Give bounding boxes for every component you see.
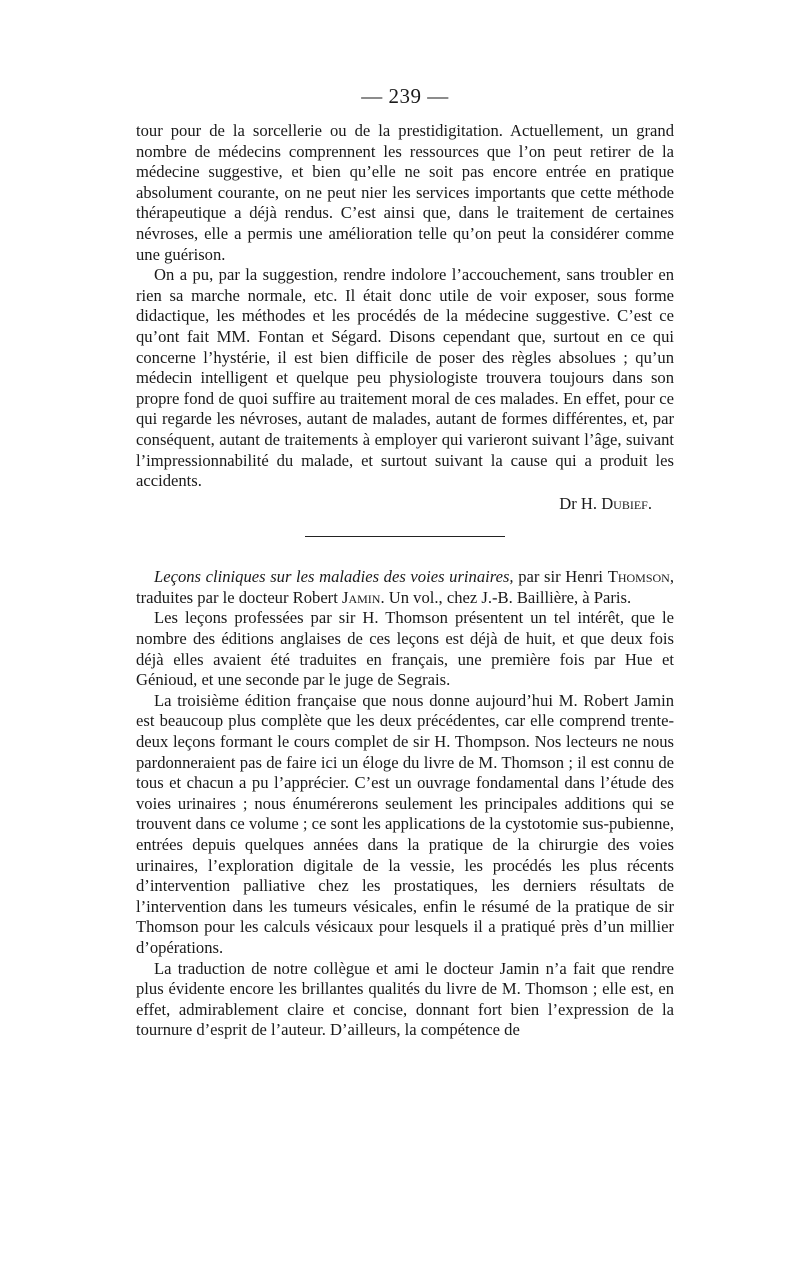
author-signature [136,494,652,515]
translated-by-text: traduites par le docteur Robert [136,587,338,607]
publication-info: Un vol., chez J.-B. Baillière, à Paris. [388,587,632,607]
paragraph: La traduction de notre collègue et ami le docteur Jamin n’a fait que rendre plus évidente encore les brillantes qualités du livre de M. Thomson ; elle est, en effet, admirablement claire et concise, donnant fort bien l’expression de la tournure d’esprit de l’auteur. D’ailleurs, la compétence de [136,958,674,1040]
article-suggestion-review [136,121,674,514]
article-thomson-review [136,567,674,1041]
book-author: Thomson, [607,567,674,587]
book-translator: Jamin. [341,587,385,607]
signature-name: Dubief. [601,493,652,513]
review-heading [136,567,674,608]
paragraph: On a pu, par la suggestion, rendre indolore l’accouchement, sans troubler en rien sa marche normale, etc. Il était donc utile de voir exposer, sous forme didactique, les méthodes et les procédés de la médecine suggestive. C’est ce qu’ont fait MM. Fontan et Ségard. Disons cependant que, surtout en ce qui concerne l’hystérie, il est bien difficile de poser des règles absolues ; qu’un médecin intelligent et quelque peu physiologiste trouvera toujours dans son propre fond de quoi suffire au traitement moral de ces malades. En effet, pour ce qui regarde les névroses, autant de malades, autant de formes différentes, et, par conséquent, autant de traitements à employer qui varieront suivant l’âge, suivant l’impressionnabilité du malade, et surtout suivant la cause qui a produit les accidents. [136,265,674,491]
book-title: Leçons cliniques sur les maladies des voies urinaires, [154,567,514,587]
page [136,84,674,1041]
signature-prefix: Dr H. [559,493,598,513]
by-text: par sir Henri [518,567,604,587]
page-number: — 239 — [361,84,449,108]
paragraph: tour pour de la sorcellerie ou de la prestidigitation. Actuellement, un grand nombre de médecins comprennent les ressources que l’on peut retirer de la médecine suggestive, et bien qu’elle ne soit pas encore entrée en pratique absolument courante, on ne peut nier les services importants que cette méthode thérapeutique a déjà rendus. C’est ainsi que, dans le traitement de certaines névroses, elle a permis une amélioration telle qu’on peut la considérer comme une guérison. [136,121,674,264]
paragraph: La troisième édition française que nous donne aujourd’hui M. Robert Jamin est beaucoup plus complète que les deux précédentes, car elle comprend trente-deux leçons formant le cours complet de sir H. Thompson. Nos lecteurs ne nous pardonneraient pas de faire ici un éloge du livre de M. Thomson ; il est connu de tous et chacun a pu l’apprécier. C’est un ouvrage fondamental dans l’étude des voies urinaires ; nous énumérerons seulement les principales additions qui se trouvent dans ce volume ; ce sont les applications de la cystotomie sus-pubienne, entrées depuis quelques années dans la pratique de la chirurgie des voies urinaires, l’exploration digitale de la vessie, les procédés les plus récents d’intervention palliative chez les prostatiques, les derniers résultats de l’intervention dans les tumeurs vésicales, enfin le résumé de la pratique de sir Thomson pour les calculs vésicaux pour lesquels il a pratiqué près d’un millier d’opérations. [136,690,674,957]
paragraph: Les leçons professées par sir H. Thomson présentent un tel intérêt, que le nombre des éditions anglaises de ces leçons est déjà de huit, et que deux fois déjà elles avaient été traduites en français, une première fois par Hue et Génioud, et une seconde par le juge de Segrais. [136,608,674,690]
section-divider [305,536,505,537]
